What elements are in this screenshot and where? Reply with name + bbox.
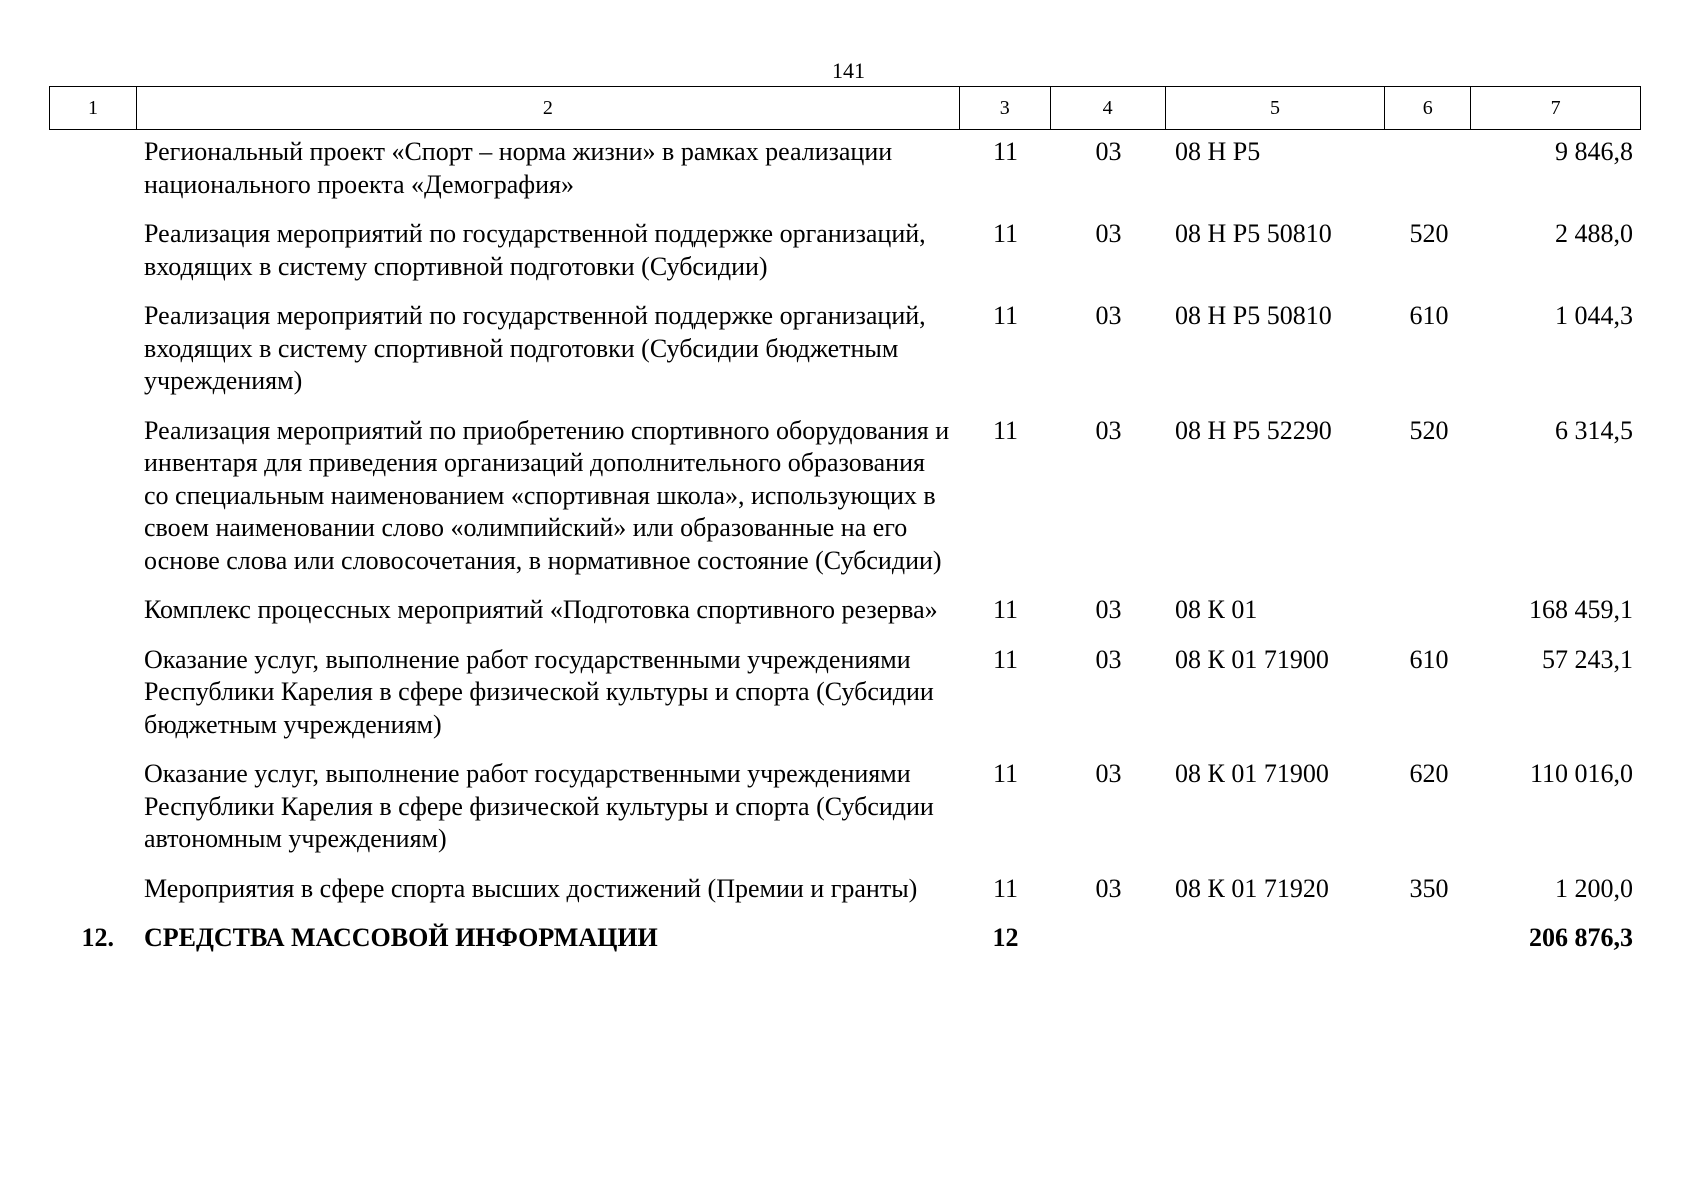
section-subsection-code — [1051, 922, 1166, 955]
row-expense-type: 610 — [1409, 301, 1449, 330]
row-name: Реализация мероприятий по приобретению спортивного оборудования и инвентаря для приведения организаций дополнительного образования со специальным наименованием «спортивная школа», использующих в своем наименовании слово «олимпийский» или образованные на его основе слова или словосочетания, в нормативное состояние (Субсидии) — [144, 415, 950, 575]
row-amount: 9 846,8 — [1555, 137, 1633, 166]
row-subsection-code: 03 — [1095, 415, 1122, 445]
row-name: Региональный проект «Спорт – норма жизни» в рамках реализации национального проекта «Демография» — [144, 137, 893, 199]
section-amount: 206 876,3 — [1529, 923, 1633, 952]
header-col-5: 5 — [1166, 87, 1386, 129]
row-amount: 57 243,1 — [1542, 644, 1633, 674]
row-expense-type: 620 — [1409, 759, 1449, 788]
header-col-1: 1 — [50, 87, 137, 129]
row-subsection-code: 03 — [1095, 644, 1122, 674]
row-target-article: 08 Н Р5 50810 — [1175, 219, 1332, 248]
section-target-article — [1166, 922, 1386, 955]
section-total-row — [49, 922, 1641, 955]
row-target-article: 08 Н Р5 52290 — [1175, 415, 1332, 445]
section-title: СРЕДСТВА МАССОВОЙ ИНФОРМАЦИИ — [144, 923, 658, 952]
row-subsection-code: 03 — [1095, 759, 1122, 788]
section-code: 12 — [992, 923, 1019, 952]
row-name: Оказание услуг, выполнение работ государственными учреждениями Республики Карелия в сфере физической культуры и спорта (Субсидии автономным учреждениям) — [144, 759, 934, 853]
row-target-article: 08 К 01 — [1175, 595, 1258, 624]
row-subsection-code: 03 — [1095, 595, 1122, 624]
table-row — [49, 644, 1641, 742]
header-col-4: 4 — [1051, 87, 1166, 129]
table-row — [49, 594, 1641, 627]
row-target-article: 08 К 01 71920 — [1175, 873, 1329, 903]
row-amount: 110 016,0 — [1529, 759, 1633, 788]
row-section-code: 11 — [992, 301, 1019, 330]
header-col-3: 3 — [960, 87, 1051, 129]
row-name: Оказание услуг, выполнение работ государственными учреждениями Республики Карелия в сфере физической культуры и спорта (Субсидии бюджетным учреждениям) — [144, 644, 934, 739]
table-row — [49, 300, 1641, 398]
row-section-code: 11 — [992, 873, 1019, 903]
row-name: Комплекс процессных мероприятий «Подготовка спортивного резерва» — [144, 595, 938, 624]
row-target-article: 08 К 01 71900 — [1175, 759, 1329, 788]
row-section-code: 11 — [992, 759, 1019, 788]
table-row — [49, 218, 1641, 283]
header-col-7: 7 — [1550, 96, 1561, 119]
row-target-article: 08 Н Р5 50810 — [1175, 301, 1332, 330]
row-expense-type: 520 — [1409, 415, 1449, 445]
row-amount: 2 488,0 — [1555, 219, 1633, 248]
row-name: Мероприятия в сфере спорта высших достижений (Премии и гранты) — [144, 873, 918, 903]
header-col-2: 2 — [137, 87, 960, 129]
row-target-article: 08 Н Р5 — [1175, 137, 1261, 166]
table-row — [49, 758, 1641, 856]
row-section-code: 11 — [992, 595, 1019, 624]
row-name: Реализация мероприятий по государственной поддержке организаций, входящих в систему спортивной подготовки (Субсидии) — [144, 219, 926, 281]
row-expense-type — [1386, 136, 1472, 201]
section-number: 12. — [81, 923, 114, 952]
row-amount: 1 200,0 — [1555, 873, 1633, 903]
row-subsection-code: 03 — [1095, 219, 1122, 248]
page-number: 141 — [832, 58, 865, 83]
row-amount: 168 459,1 — [1529, 595, 1633, 624]
row-subsection-code: 03 — [1095, 301, 1122, 330]
section-expense-type — [1386, 922, 1472, 955]
row-name: Реализация мероприятий по государственной поддержке организаций, входящих в систему спортивной подготовки (Субсидии бюджетным учреждениям) — [144, 301, 926, 395]
row-amount: 6 314,5 — [1555, 415, 1633, 445]
row-section-code: 11 — [992, 137, 1019, 166]
table-row — [49, 873, 1641, 906]
table-header — [49, 86, 1641, 130]
row-expense-type: 350 — [1409, 873, 1449, 903]
table-body — [49, 136, 1641, 972]
row-subsection-code: 03 — [1095, 873, 1122, 903]
row-expense-type: 520 — [1409, 219, 1449, 248]
row-expense-type — [1386, 594, 1472, 627]
table-row — [49, 415, 1641, 578]
row-section-code: 11 — [992, 644, 1019, 674]
row-expense-type: 610 — [1409, 644, 1449, 674]
row-section-code: 11 — [992, 219, 1019, 248]
row-subsection-code: 03 — [1095, 137, 1122, 166]
row-amount: 1 044,3 — [1555, 301, 1633, 330]
row-section-code: 11 — [992, 415, 1019, 445]
row-target-article: 08 К 01 71900 — [1175, 644, 1329, 674]
header-col-6: 6 — [1385, 87, 1471, 129]
table-row — [49, 136, 1641, 201]
